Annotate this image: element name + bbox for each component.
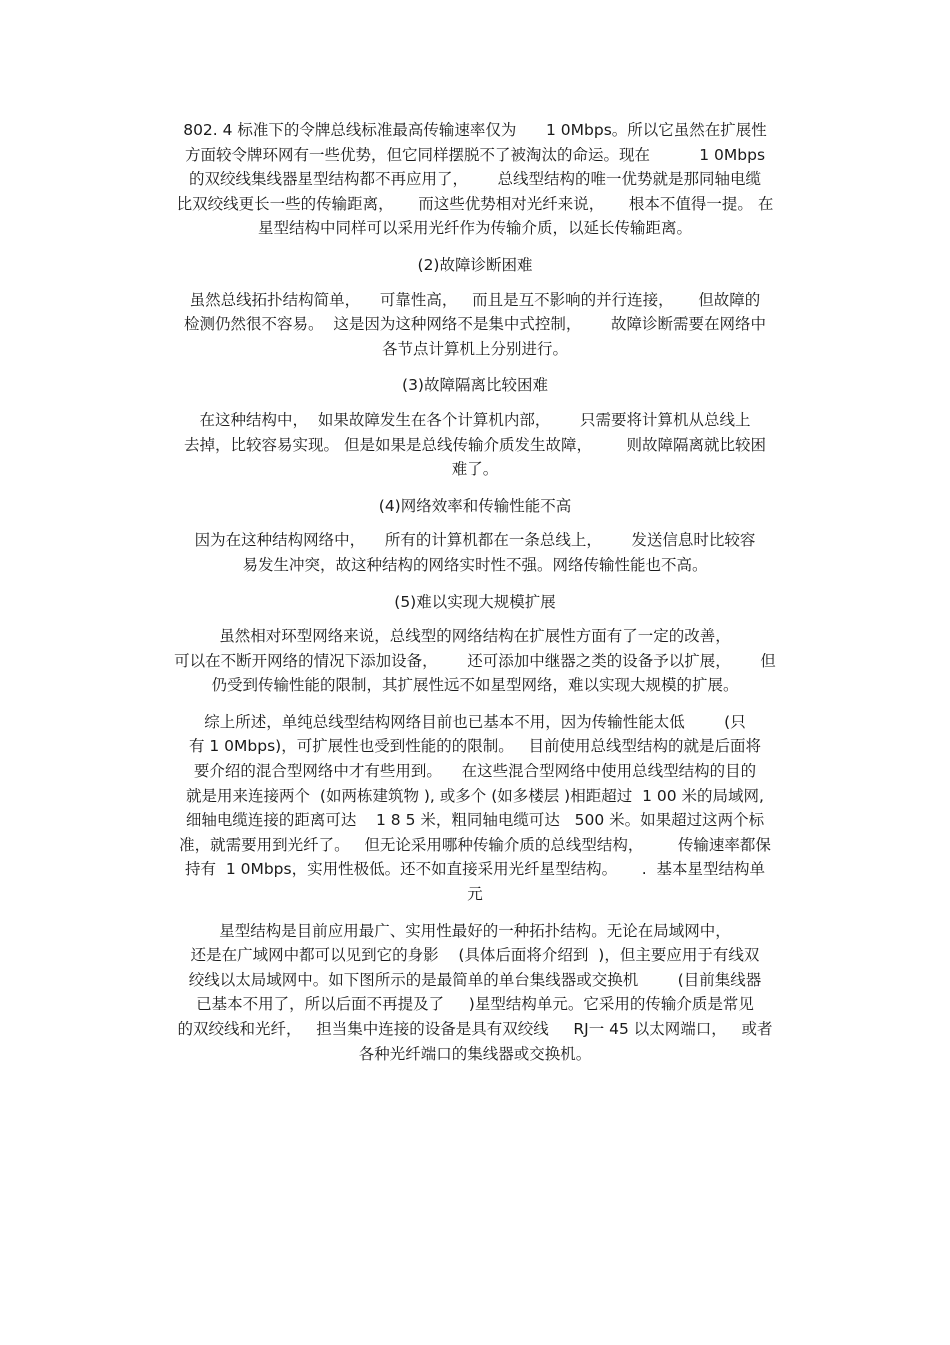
- section-paragraph: [140, 624, 810, 698]
- intro-paragraph: [140, 118, 810, 241]
- text-line: 比双绞线更长一些的传输距离， 而这些优势相对光纤来说， 根本不值得一提。 在: [176, 194, 774, 213]
- text-line: 检测仍然很不容易。 这是因为这种网络不是集中式控制， 故障诊断需要在网络中: [184, 315, 766, 334]
- section-paragraph: [140, 288, 810, 362]
- text-line: 虽然总线拓扑结构简单， 可靠性高， 而且是互不影响的并行连接， 但故障的: [189, 290, 761, 309]
- text-line: 可以在不断开网络的情况下添加设备， 还可添加中继器之类的设备予以扩展， 但: [174, 651, 776, 670]
- document-body: [140, 118, 810, 1066]
- text-line: 的双绞线和光纤， 担当集中连接的设备是具有双绞线 RJ一 45 以太网端口， 或者: [177, 1020, 773, 1038]
- text-line: 在这种结构中， 如果故障发生在各个计算机内部， 只需要将计算机从总线上: [199, 410, 751, 429]
- summary-paragraph: [140, 710, 810, 907]
- text-line: 802. 4 标准下的令牌总线标准最高传输速率仅为 1 0Mbps。所以它虽然在扩展性: [183, 121, 767, 139]
- star-structure-paragraph: [140, 919, 810, 1067]
- text-line: 各种光纤端口的集线器或交换机。: [358, 1044, 592, 1063]
- text-line: 综上所述，单纯总线型结构网络目前也已基本不用，因为传输性能太低 (只: [204, 712, 746, 731]
- text-line: 准，就需要用到光纤了。 但无论采用哪种传输介质的总线型结构， 传输速率都保: [179, 835, 771, 854]
- text-line: 去掉，比较容易实现。 但是如果是总线传输介质发生故障， 则故障隔离就比较困: [184, 435, 766, 454]
- text-line: 难了。: [451, 460, 499, 479]
- text-line: 因为在这种结构网络中， 所有的计算机都在一条总线上， 发送信息时比较容: [194, 531, 756, 550]
- section-heading: (4)网络效率和传输性能不高: [378, 496, 572, 515]
- text-line: 仍受到传输性能的限制，其扩展性远不如星型网络，难以实现大规模的扩展。: [211, 676, 739, 695]
- text-line: 细轴电缆连接的距离可达 1 8 5 米，粗同轴电缆可达 500 米。如果超过这两个标: [185, 811, 765, 830]
- text-line: 易发生冲突，故这种结构的网络实时性不强。网络传输性能也不高。: [242, 555, 708, 574]
- text-line: 的双绞线集线器星型结构都不再应用了， 总线型结构的唯一优势就是那同轴电缆: [188, 170, 762, 189]
- section-heading: (5)难以实现大规模扩展: [394, 592, 556, 611]
- section-paragraph: [140, 528, 810, 577]
- text-line: 星型结构是目前应用最广、实用性最好的一种拓扑结构。无论在局域网中，: [219, 921, 731, 940]
- text-line: 各节点计算机上分别进行。: [381, 339, 568, 358]
- text-line: 已基本不用了，所以后面不再提及了 )星型结构单元。它采用的传输介质是常见: [196, 995, 754, 1014]
- text-line: 元: [467, 885, 483, 904]
- text-line: 星型结构中同样可以采用光纤作为传输介质，以延长传输距离。: [257, 219, 692, 238]
- text-line: 有 1 0Mbps)，可扩展性也受到性能的的限制。 目前使用总线型结构的就是后面将: [188, 737, 762, 756]
- section-heading: (2)故障诊断困难: [417, 255, 533, 274]
- text-line: 要介绍的混合型网络中才有些用到。 在这些混合型网络中使用总线型结构的目的: [193, 762, 757, 781]
- text-line: 绞线以太局域网中。如下图所示的是最简单的单台集线器或交换机 (目前集线器: [188, 970, 762, 989]
- text-line: 虽然相对环型网络来说，总线型的网络结构在扩展性方面有了一定的改善，: [219, 627, 731, 646]
- text-line: 就是用来连接两个 (如两栋建筑物 ), 或多个 (如多楼层 )相距超过 1 00 米的局域网,: [186, 786, 764, 805]
- section-heading: (3)故障隔离比较困难: [402, 376, 548, 395]
- section-paragraph: [140, 408, 810, 482]
- text-line: 持有 1 0Mbps，实用性极低。还不如直接采用光纤星型结构。 . 基本星型结构单: [184, 860, 766, 879]
- text-line: 方面较令牌环网有一些优势，但它同样摆脱不了被淘汰的命运。现在 1 0Mbps: [184, 145, 766, 164]
- text-line: 还是在广域网中都可以见到它的身影 (具体后面将介绍到 )，但主要应用于有线双: [190, 946, 760, 965]
